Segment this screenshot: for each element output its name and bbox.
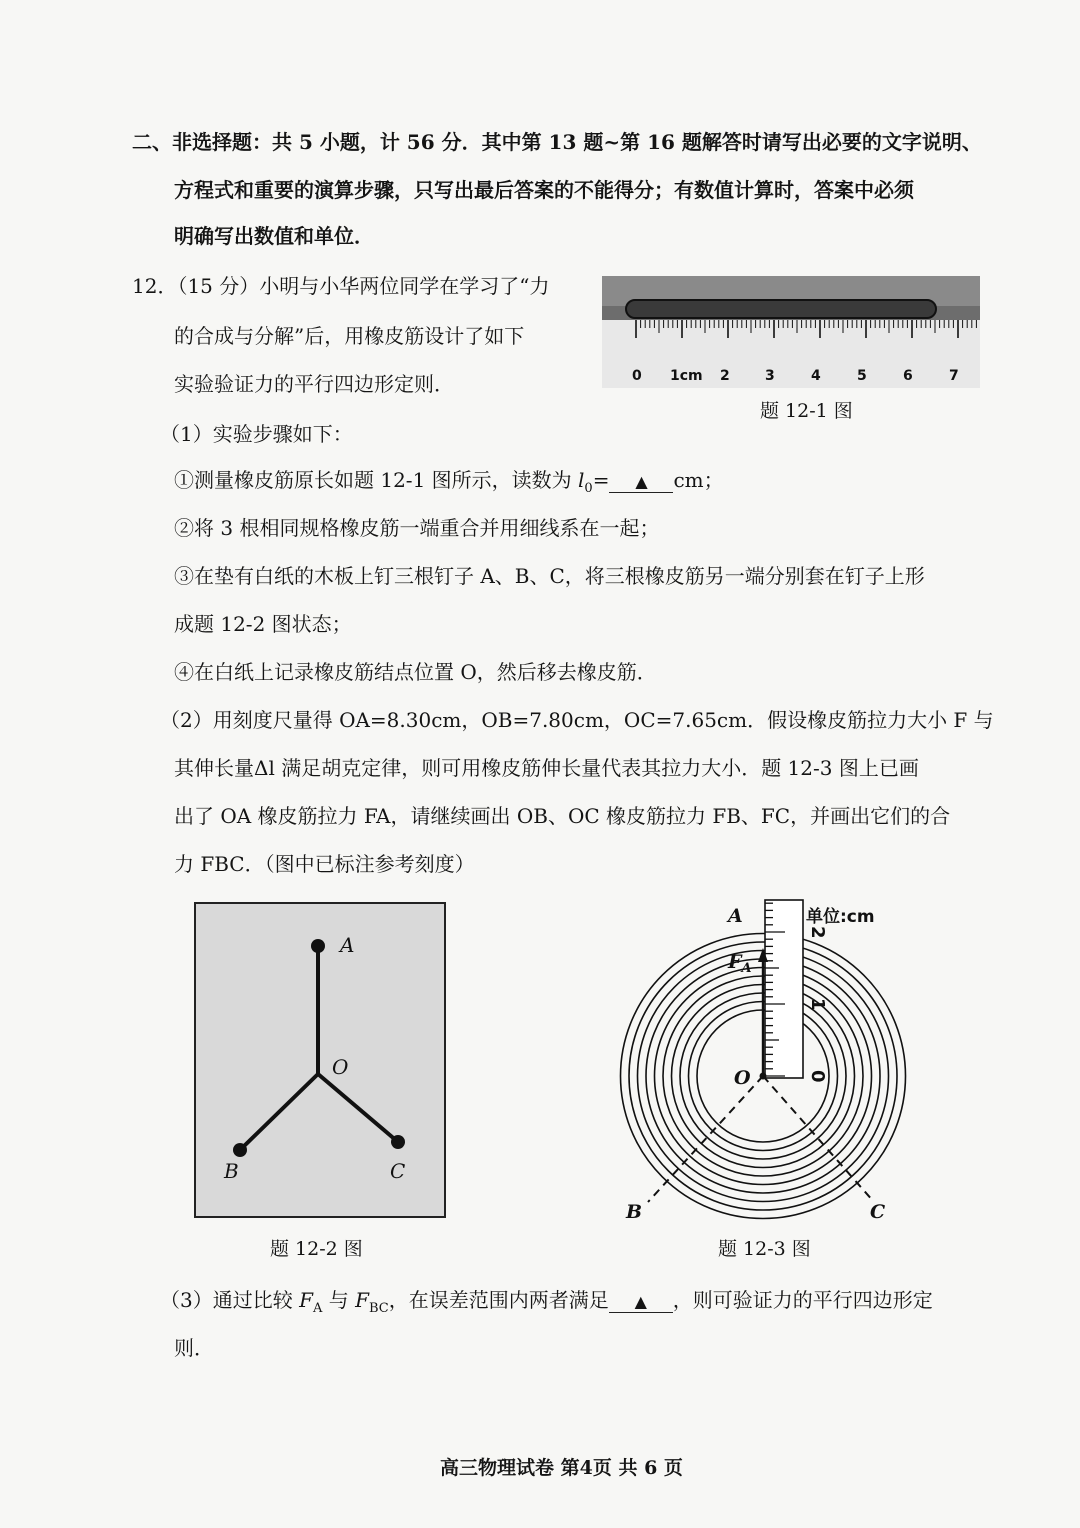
equals-sign: =: [592, 468, 610, 492]
nail-b: [233, 1143, 247, 1157]
part-2-line-3: 出了 OA 橡皮筋拉力 FA，请继续画出 OB、OC 橡皮筋拉力 FB、FC，并画出它们的合: [174, 804, 951, 828]
label-c: C: [870, 1201, 886, 1223]
part-3-and: 与: [322, 1288, 356, 1312]
section-line-2: 方程式和重要的演算步骤，只写出最后答案的不能得分；有数值计算时，答案中必须: [174, 178, 914, 202]
label-c: C: [390, 1159, 406, 1183]
figure-12-1: [602, 276, 980, 388]
ruler-label-2: 2: [720, 368, 730, 384]
nail-a: [311, 939, 325, 953]
fa-subscript: A: [312, 1301, 323, 1316]
part-1-title: （1）实验步骤如下：: [160, 422, 353, 446]
label-b: B: [626, 1201, 643, 1223]
ruler-label-3: 3: [765, 368, 775, 384]
part-3-line-2: 则．: [174, 1336, 214, 1360]
label-fa: [727, 951, 752, 976]
unit-label: 单位:cm: [806, 907, 875, 927]
step-4: ④在白纸上记录橡皮筋结点位置 O，然后移去橡皮筋．: [174, 660, 657, 684]
step-3-line-1: ③在垫有白纸的木板上钉三根钉子 A、B、C，将三根橡皮筋另一端分别套在钉子上形: [174, 564, 925, 588]
figure-12-3-caption: 题 12-3 图: [718, 1238, 811, 1260]
figure-12-1-caption: 题 12-1 图: [760, 400, 853, 422]
label-fa-sub: A: [741, 961, 752, 976]
scale-label-0: 0: [807, 1070, 828, 1083]
scale-label-2: 2: [807, 926, 828, 939]
q12-intro-2: 的合成与分解”后，用橡皮筋设计了如下: [174, 324, 525, 348]
section-line-3: 明确写出数值和单位．: [174, 224, 374, 248]
label-fa-letter: F: [728, 951, 742, 973]
figure-12-3: [612, 898, 912, 1228]
point-o: [760, 1073, 767, 1080]
step-1-unit: cm；: [673, 468, 724, 492]
part-3-text-post: ，则可验证力的平行四边形定: [672, 1288, 933, 1312]
ruler-label-7: 7: [949, 368, 959, 384]
section-line-1: 二、非选择题：共 5 小题，计 56 分．其中第 13 题~第 16 题解答时请写出必要的文字说明、: [132, 130, 982, 154]
answer-blank-l0[interactable]: ▲: [609, 472, 673, 493]
rubber-band: [626, 300, 936, 318]
scale-label-1: 1: [807, 998, 828, 1011]
ruler-label-5: 5: [857, 368, 867, 384]
part-2-line-1: （2）用刻度尺量得 OA=8.30cm，OB=7.80cm，OC=7.65cm．假设橡皮筋拉力大小 F 与: [160, 708, 994, 732]
q12-intro-1: 12．（15 分）小明与小华两位同学在学习了“力: [132, 274, 550, 298]
label-b: B: [224, 1159, 239, 1183]
step-1-text: ①测量橡皮筋原长如题 12-1 图所示，读数为: [174, 468, 579, 492]
ruler-label-6: 6: [903, 368, 913, 384]
fa-symbol: F: [299, 1288, 313, 1312]
q12-intro-3: 实验验证力的平行四边形定则．: [174, 372, 454, 396]
label-a: A: [728, 905, 743, 927]
label-a: A: [340, 933, 355, 957]
l0-subscript: 0: [584, 481, 593, 496]
part-2-line-2: 其伸长量Δl 满足胡克定律，则可用橡皮筋伸长量代表其拉力大小．题 12-3 图上已画: [174, 756, 919, 780]
step-1: [174, 466, 724, 503]
part-3-text-mid: ，在误差范围内两者满足: [388, 1288, 609, 1312]
l0-variable: l: [578, 468, 585, 492]
ruler-label-1cm: 1cm: [670, 368, 703, 384]
step-2: ②将 3 根相同规格橡皮筋一端重合并用细线系在一起；: [174, 516, 660, 540]
label-o: O: [734, 1067, 751, 1089]
fbc-subscript: BC: [368, 1301, 389, 1316]
ruler-label-4: 4: [811, 368, 821, 384]
ruler-label-0: 0: [632, 368, 642, 384]
page-footer: 高三物理试卷 第4页 共 6 页: [440, 1457, 683, 1479]
answer-blank-relation[interactable]: ▲: [609, 1292, 673, 1313]
step-3-line-2: 成题 12-2 图状态；: [174, 612, 352, 636]
part-2-line-4: 力 FBC．（图中已标注参考刻度）: [174, 852, 475, 876]
part-3-text-pre: （3）通过比较: [160, 1288, 300, 1312]
nail-c: [391, 1135, 405, 1149]
fbc-symbol: F: [355, 1288, 369, 1312]
part-3-line-1: [160, 1286, 933, 1323]
figure-12-2-caption: 题 12-2 图: [270, 1238, 363, 1260]
label-o: O: [332, 1055, 349, 1079]
figure-12-2: [194, 902, 446, 1218]
